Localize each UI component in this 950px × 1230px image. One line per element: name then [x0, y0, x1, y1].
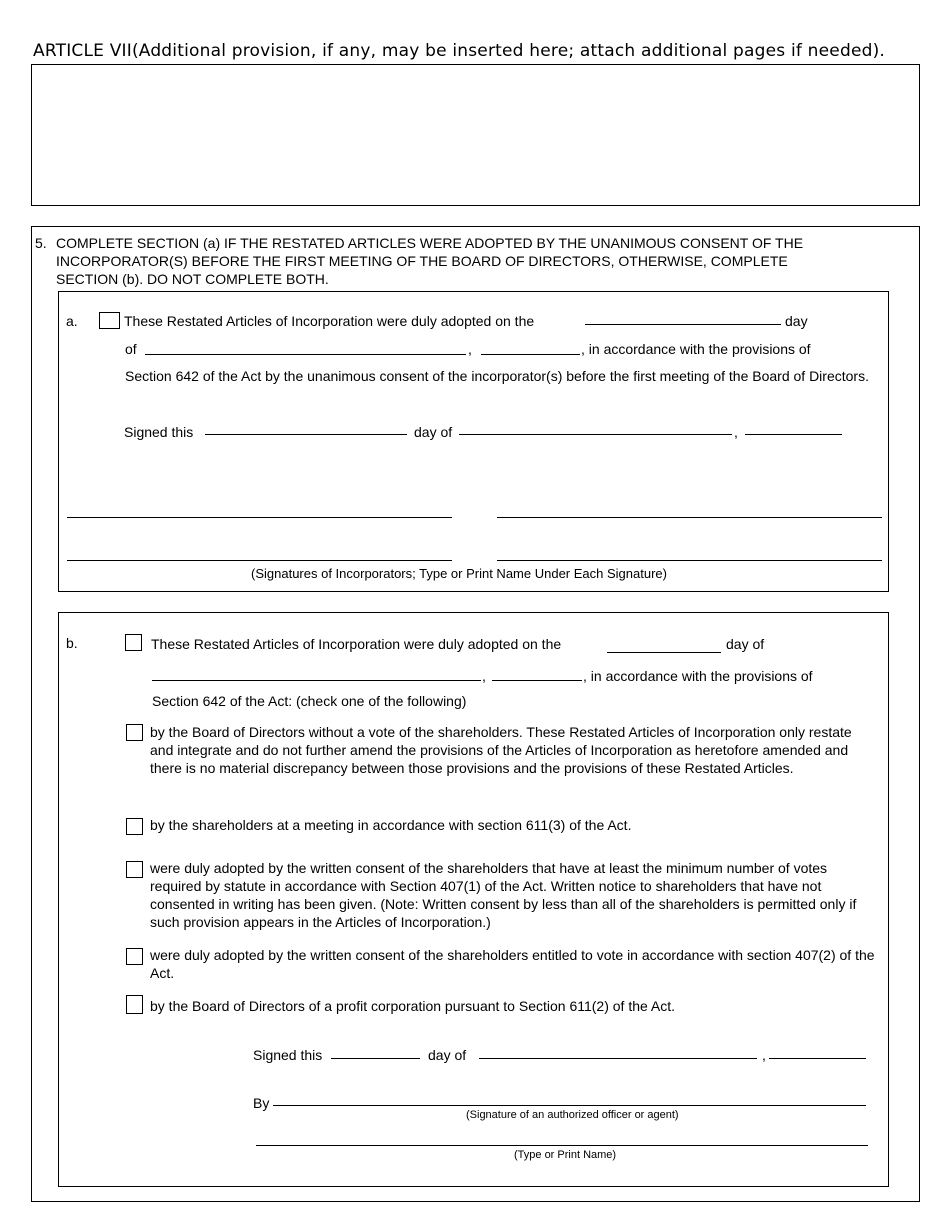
part-b-accordance: , in accordance with the provisions of: [583, 668, 813, 684]
article-vii-heading: [33, 40, 885, 62]
part-b-day-of: day of: [726, 636, 765, 652]
part-a-box: [58, 291, 889, 592]
part-a-label: a.: [66, 313, 78, 329]
section-5-line-3: SECTION (b). DO NOT COMPLETE BOTH.: [56, 271, 329, 287]
part-a-signed-this: Signed this: [124, 424, 194, 440]
option-shareholders-meeting-text: by the shareholders at a meeting in accordance with section 611(3) of the Act.: [150, 817, 632, 833]
part-b-date-field[interactable]: [607, 652, 721, 653]
part-a-year-field[interactable]: [481, 354, 580, 355]
part-a-paragraph: Section 642 of the Act by the unanimous consent of the incorporator(s) before the first meeting of the Board of Directors.: [125, 368, 869, 384]
part-b-adopted-text: These Restated Articles of Incorporation were duly adopted on the: [151, 636, 562, 652]
part-b-signed-day-of: day of: [428, 1047, 467, 1063]
officer-signature-field[interactable]: [273, 1105, 866, 1106]
part-b-signed-day-field[interactable]: [331, 1058, 420, 1059]
option-board-profit-corporation-checkbox[interactable]: [126, 995, 143, 1014]
part-a-signed-month-field[interactable]: [459, 434, 732, 435]
incorporator-signature-line-2[interactable]: [497, 517, 882, 518]
part-b-label: b.: [66, 635, 78, 651]
option-written-consent-entitled-text: were duly adopted by the written consent of the shareholders entitled to vote in accordance with section 407(2) of the Act.: [150, 947, 875, 981]
option-board-profit-corporation-text: by the Board of Directors of a profit corporation pursuant to Section 611(2) of the Act.: [150, 998, 676, 1014]
incorporator-signature-line-4[interactable]: [497, 560, 882, 561]
part-b-comma: ,: [482, 668, 486, 684]
part-b-checkbox[interactable]: [125, 634, 142, 651]
part-a-signed-day-field[interactable]: [205, 434, 407, 435]
part-a-day-label: day: [785, 313, 808, 329]
part-a-signed-year-field[interactable]: [745, 434, 842, 435]
incorporators-signature-caption: (Signatures of Incorporators; Type or Print Name Under Each Signature): [251, 566, 667, 581]
part-a-date-field[interactable]: [585, 324, 781, 325]
part-b-signed-comma: ,: [762, 1047, 766, 1063]
section-5-line-2: INCORPORATOR(S) BEFORE THE FIRST MEETING OF THE BOARD OF DIRECTORS, OTHERWISE, COMPLETE: [56, 253, 788, 269]
part-a-of-label: of: [125, 341, 137, 357]
part-b-month-field[interactable]: [152, 680, 481, 681]
article-heading: ARTICLE VII: [33, 41, 132, 61]
option-written-consent-minimum-text: were duly adopted by the written consent of the shareholders that have at least the minimum number of votes required by statute in accordance with Section 407(1) of the Act. Written notice to shareholders that have not consented in writing has been given. (Note: Written consent by less than all of the shareholders is permitted only if such provision appears in the Articles of Incorporation.): [150, 860, 857, 930]
part-b-year-field[interactable]: [492, 680, 582, 681]
printed-name-caption: (Type or Print Name): [514, 1149, 617, 1161]
article-vii-textarea[interactable]: [31, 64, 920, 206]
option-board-without-vote-text: by the Board of Directors without a vote of the shareholders. These Restated Articles of Incorporation only restate and integrate and do not further amend the provisions of the Articles of Incorporation as heretofore amended and there is no material discrepancy between those provisions and the provisions of these Restated Articles.: [150, 724, 852, 776]
incorporator-signature-line-3[interactable]: [67, 560, 452, 561]
option-shareholders-meeting-checkbox[interactable]: [126, 818, 143, 835]
part-a-signed-comma: ,: [734, 424, 738, 440]
part-a-day-of: day of: [414, 424, 453, 440]
part-b-signed-this: Signed this: [253, 1047, 323, 1063]
printed-name-field[interactable]: [256, 1145, 868, 1146]
part-b-signed-year-field[interactable]: [769, 1058, 866, 1059]
incorporator-signature-line-1[interactable]: [67, 517, 452, 518]
part-b-signed-month-field[interactable]: [479, 1058, 757, 1059]
part-a-month-field[interactable]: [145, 354, 466, 355]
part-b-section-line: Section 642 of the Act: (check one of the following): [152, 693, 467, 709]
part-a-comma: ,: [468, 341, 472, 357]
section-5-number: 5.: [35, 235, 47, 251]
part-a-accordance: , in accordance with the provisions of: [581, 341, 811, 357]
by-label: By: [253, 1095, 270, 1111]
section-5-line-1: COMPLETE SECTION (a) IF THE RESTATED ARTICLES WERE ADOPTED BY THE UNANIMOUS CONSENT OF THE: [56, 235, 804, 251]
part-a-adopted-text: These Restated Articles of Incorporation were duly adopted on the: [124, 313, 535, 329]
option-written-consent-minimum-checkbox[interactable]: [126, 861, 143, 878]
option-board-without-vote-checkbox[interactable]: [126, 724, 143, 741]
part-a-checkbox[interactable]: [99, 312, 120, 329]
option-written-consent-entitled-checkbox[interactable]: [126, 948, 143, 965]
officer-signature-caption: (Signature of an authorized officer or agent): [466, 1109, 679, 1121]
article-instruction: (Additional provision, if any, may be inserted here; attach additional pages if needed).: [131, 41, 886, 61]
